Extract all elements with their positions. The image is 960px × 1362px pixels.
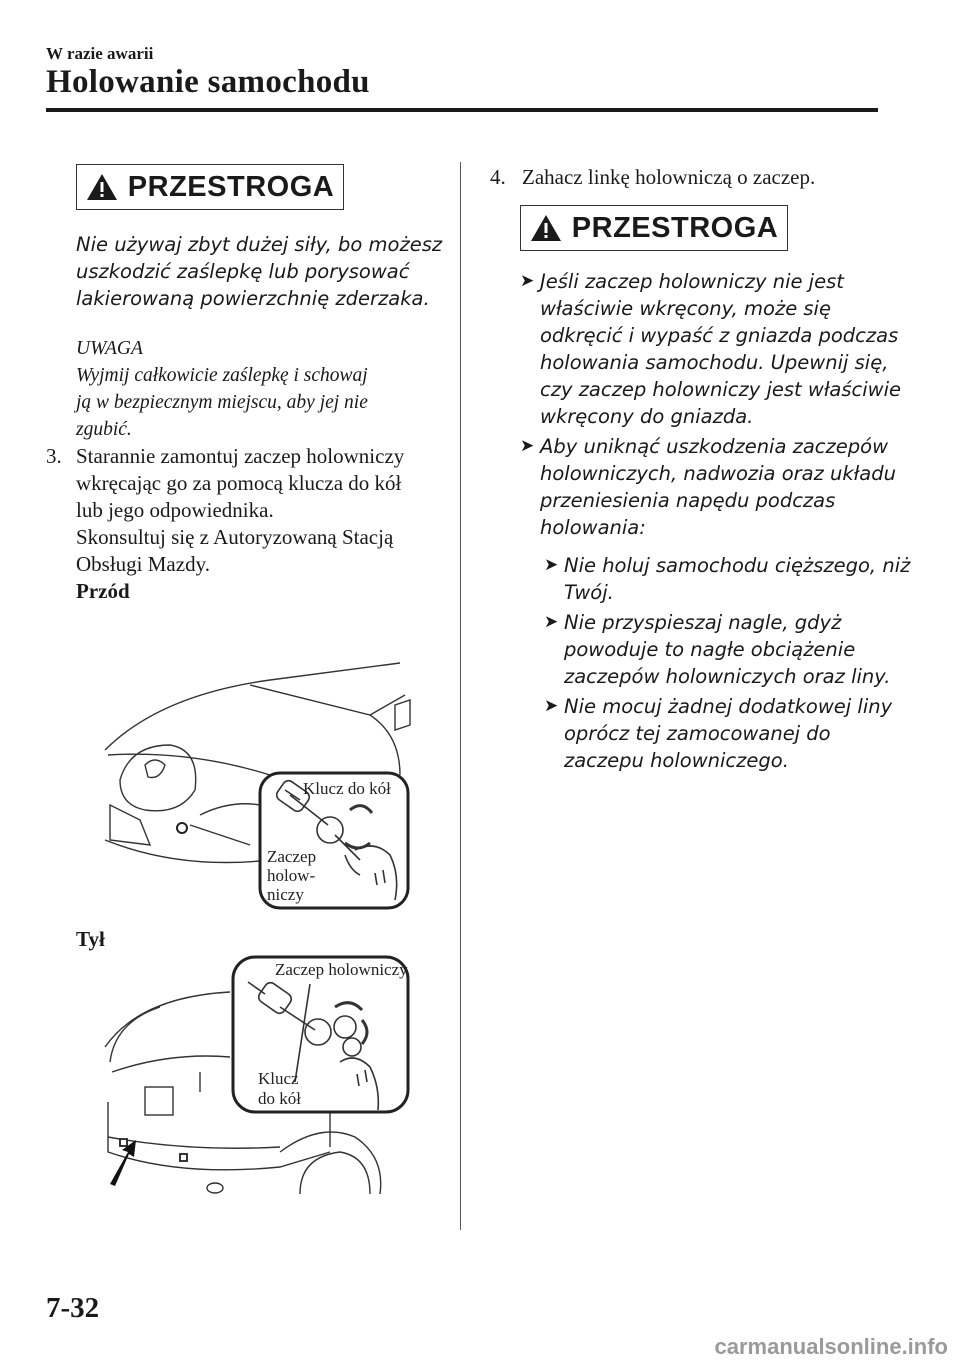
caution-box [76,164,344,210]
step-4-number: 4. [490,165,506,189]
bullet-item [520,433,910,541]
text-line: holowania samochodu. Upewnij się, [540,351,889,374]
text-line: zgubić. [76,419,132,440]
text-line: holowania: [540,516,646,539]
caution-label: PRZESTROGA [571,211,779,244]
page-title: Holowanie samochodu [46,64,370,100]
text-line: ją w bezpiecznym miejscu, aby jej nie [76,392,368,413]
text-line: powoduje to nagłe obciążenie [564,638,856,661]
section-label: W razie awarii [46,44,154,63]
hook-label: Zaczep holowniczy [275,960,408,979]
text-line: zaczepów holowniczych oraz liny. [564,665,891,688]
step-3-number: 3. [46,444,62,468]
sub-bullets [544,552,914,774]
text-line: Starannie zamontuj zaczep holowniczy [76,444,405,468]
caution-text [76,231,446,312]
text-line: Nie używaj zbyt dużej siły, bo możesz [76,233,443,256]
text-line: odkręcić i wypaść z gniazda podczas [540,324,899,347]
step-3-text [76,443,456,605]
text-line: Obsługi Mazdy. [76,552,210,576]
front-label: Przód [76,579,130,603]
caution-label: PRZESTROGA [127,170,335,203]
text-line: Nie holuj samochodu cięższego, niż [564,554,911,577]
note-title: UWAGA [76,338,143,359]
page-number: 7-32 [46,1292,100,1324]
text-line: Wyjmij całkowicie zaślepkę i schowaj [76,365,368,386]
text-line: lub jego odpowiednika. [76,498,274,522]
arrow-icon: ➤ [520,436,535,456]
text-line: Aby uniknąć uszkodzenia zaczepów [540,435,889,458]
text-line: Twój. [564,581,614,604]
text-line: holowniczych, nadwozia oraz układu [540,462,896,485]
text-line: Jeśli zaczep holowniczy nie jest [540,270,844,293]
text-line: Nie przyspieszaj nagle, gdyż [564,611,842,634]
warning-icon [86,173,118,201]
caution-bullets [520,268,910,541]
text-line: właściwie wkręcony, może się [540,297,831,320]
caution-box-right [520,205,788,251]
text-line: uszkodzić zaślepkę lub porysować [76,260,410,283]
text-line: wkręcając go za pomocą klucza do kół [76,471,402,495]
wrench-label: Klucz do kół [303,779,391,798]
sub-bullet-item [544,552,914,606]
warning-icon [530,214,562,242]
text-line: Skonsultuj się z Autoryzowaną Stacją [76,525,394,549]
text-line: wkręcony do gniazda. [540,405,754,428]
text-line: czy zaczep holowniczy jest właściwie [540,378,902,401]
sub-bullet-item [544,609,914,690]
hook-label: Zaczep [267,847,317,866]
hook-label: holow- [267,866,316,885]
column-divider [460,162,461,1230]
text-line: oprócz tej zamocowanej do [564,722,831,745]
note-block [76,335,446,443]
wrench-label: do kół [258,1089,301,1108]
rear-towing-figure [100,952,415,1194]
bullet-item [520,268,910,430]
sub-bullet-item [544,693,914,774]
text-line: przeniesienia napędu podczas [540,489,836,512]
arrow-icon: ➤ [544,555,559,575]
text-line: lakierowaną powierzchnię zderzaka. [76,287,430,310]
arrow-icon: ➤ [544,696,559,716]
front-towing-figure [100,655,415,913]
wrench-label: Klucz [258,1069,299,1088]
arrow-icon: ➤ [520,271,535,291]
text-line: Nie mocuj żadnej dodatkowej liny [564,695,893,718]
rear-label: Tył [76,927,105,951]
text-line: zaczepu holowniczego. [564,749,789,772]
arrow-icon: ➤ [544,612,559,632]
watermark: carmanualsonline.info [714,1334,948,1359]
step-4-text: Zahacz linkę holowniczą o zaczep. [522,165,816,189]
hook-label: niczy [267,885,304,904]
header-rule [46,108,878,112]
